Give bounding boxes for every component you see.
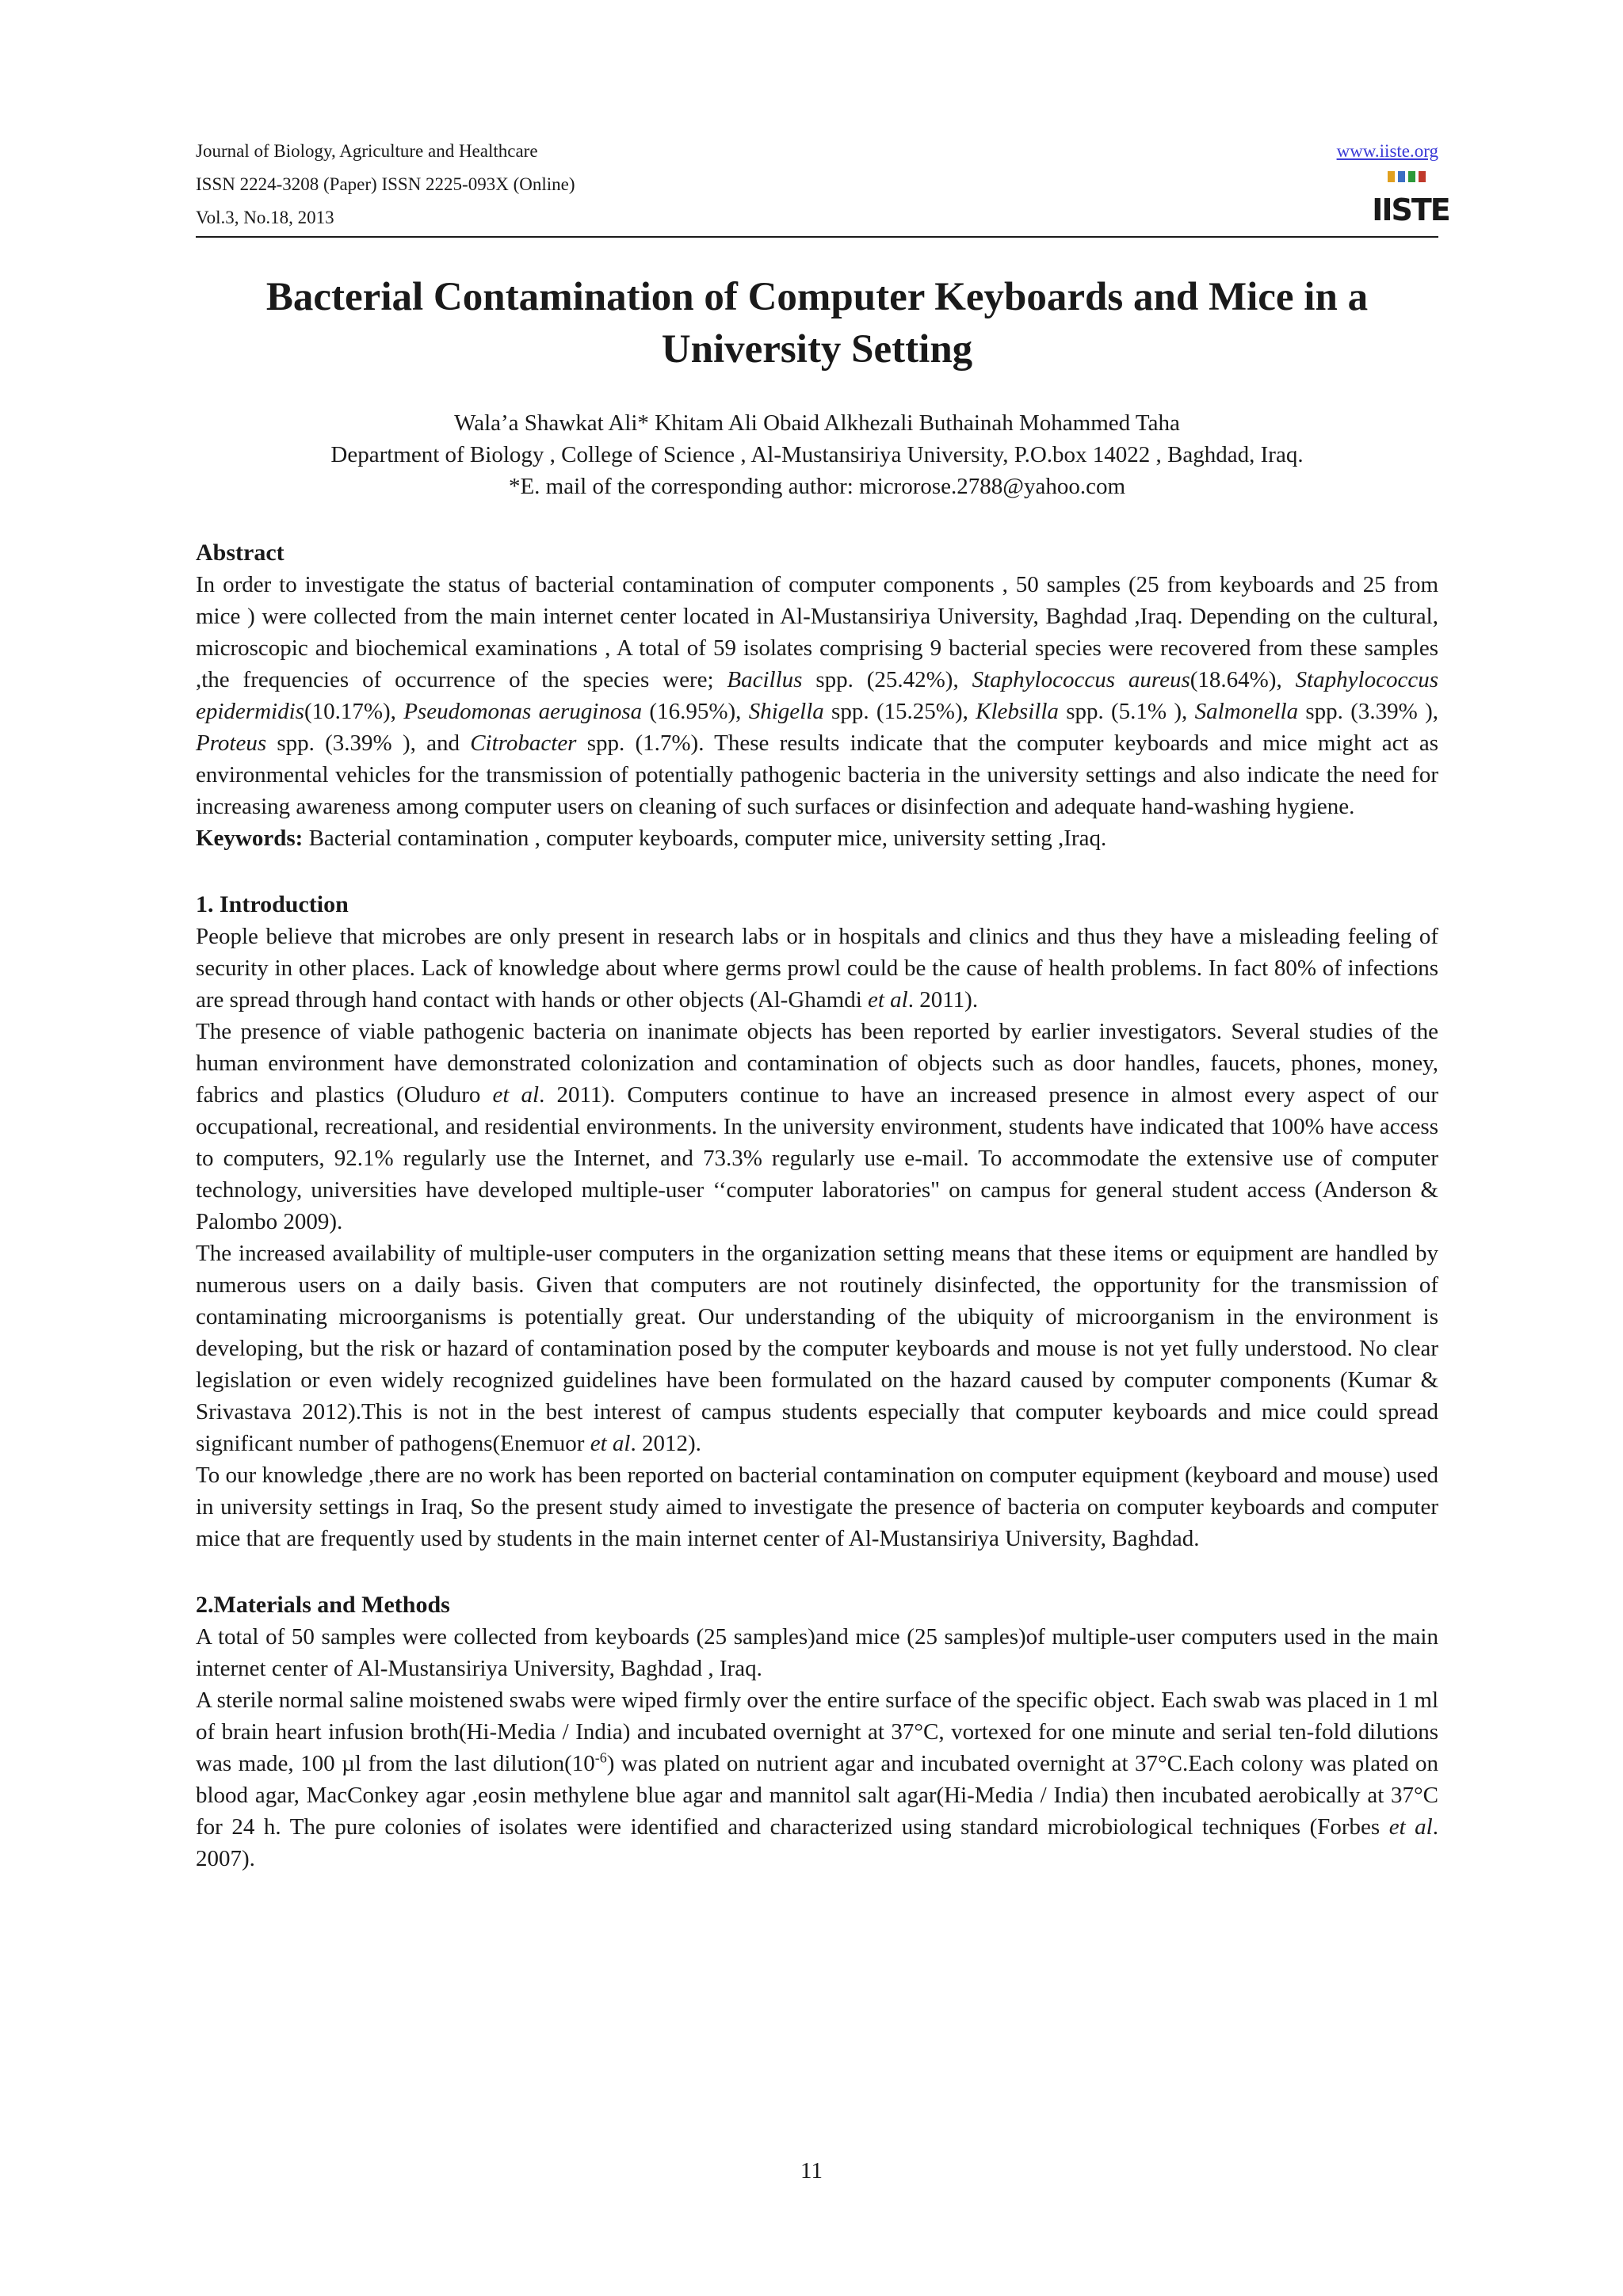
page-number: 11 (800, 2158, 823, 2183)
methods-paragraph-2: A sterile normal saline moistened swabs were wiped firmly over the entire surface of the specific object. Each swab was placed in 1 ml of brain heart infusion broth(Hi-Media / India) and incubated overnight at 37°C, vortexed for one minute and serial ten-fold dilutions was made, 100 µl from the last $dilution(10^{-6})$ was plated on nutrient agar and incubated overnight at 37°C.Each colony was plated on blood agar, MacConkey agar ,eosin methylene blue agar and mannitol salt agar(Hi-Media / India) then incubated aerobically at 37°C for 24 h. The pure colonies of isolates were identified and characterized using standard microbiological techniques (Forbes et al. 2007). (196, 1688, 1439, 1871)
introduction-section (196, 889, 1438, 1554)
methods-heading: 2.Materials and Methods (196, 1592, 450, 1618)
svg-text:IISTE: IISTE (1372, 193, 1449, 227)
abstract-text: In order to investigate the status of bacterial contamination of computer components , 50 samples (25 from keyboards and 25 from mice ) were collected from the main internet center located in Al-Mustansiriya University, Baghdad ,Iraq. Depending on the cultural, microscopic and biochemical examinations , A total of 59 isolates comprising 9 bacterial species were recovered from these samples ,the frequencies of occurrence of the species were; Bacillus spp. (25.42%), Staphylococcus aureus(18.64%), Staphylococcus epidermidis(10.17%), Pseudomonas aeruginosa (16.95%), Shigella spp. (15.25%), Klebsilla spp. (5.1% ), Salmonella spp. (3.39% ), Proteus spp. (3.39% ), and Citrobacter spp. (1.7%). These results indicate that the computer keyboards and mice might act as environmental vehicles for the transmission of potentially pathogenic bacteria in the university settings and also indicate the need for increasing awareness among computer users on cleaning of such surfaces or disinfection and adequate hand-washing hygiene. (196, 572, 1439, 819)
journal-header (196, 135, 1449, 238)
journal-website-block (1337, 135, 1438, 168)
author-list: Wala’a Shawkat Ali* Khitam Ali Obaid Alkhezali Buthainah Mohammed Taha (454, 410, 1180, 436)
methods-paragraph-1: A total of 50 samples were collected from keyboards (25 samples)and mice (25 samples)of multiple-user computers used in the main internet center of Al-Mustansiriya University, Baghdad , Iraq. (196, 1624, 1438, 1681)
abstract-heading: Abstract (196, 540, 285, 566)
journal-name: Journal of Biology, Agriculture and Healthcare (196, 141, 538, 161)
paper-title: Bacterial Contamination of Computer Keyboards and Mice in a University Setting (265, 275, 1369, 372)
abstract-section (196, 537, 1438, 854)
intro-paragraph-2: The presence of viable pathogenic bacteria on inanimate objects has been reported by earlier investigators. Several studies of the human environment have demonstrated colonization and contamination of objects such as door handles, faucets, phones, money, fabrics and plastics (Oluduro et al. 2011). Computers continue to have an increased presence in almost every aspect of our occupational, recreational, and residential environments. In the university environment, students have indicated that 100% have access to computers, 92.1% regularly use the Internet, and 73.3% regularly use e-mail. To accommodate the extensive use of computer technology, universities have developed multiple-user ‘‘computer laboratories" on campus for general student access (Anderson & Palombo 2009). (196, 1019, 1439, 1234)
author-affiliation: Department of Biology , College of Science , Al-Mustansiriya University, P.O.box 14022 , Baghdad, Iraq. (330, 442, 1304, 467)
keywords-label: Keywords: (196, 826, 304, 851)
intro-paragraph-3: The increased availability of multiple-user computers in the organization setting means that these items or equipment are handled by numerous users on a daily basis. Given that computers are not routinely disinfected, the opportunity for the transmission of contaminating microorganisms is potentially great. Our understanding of the ubiquity of microorganism in the environment is developing, but the risk or hazard of contamination posed by the computer keyboards and mouse is not yet fully understood. No clear legislation or even widely recognized guidelines have been formulated on the hazard caused by computer components (Kumar & Srivastava 2012).This is not in the best interest of campus students especially that computer keyboards and mice could spread significant number of pathogens(Enemuor et al. 2012). (196, 1241, 1438, 1456)
header-rule (196, 236, 1438, 238)
journal-issn: ISSN 2224-3208 (Paper) ISSN 2225-093X (Online) (196, 174, 575, 194)
corresponding-email: *E. mail of the corresponding author: microrose.2788@yahoo.com (508, 474, 1126, 499)
iiste-logo (1372, 168, 1449, 228)
keywords: Keywords: Bacterial contamination , computer keyboards, computer mice, university setting ,Iraq. (196, 826, 1107, 851)
journal-volume: Vol.3, No.18, 2013 (196, 208, 334, 227)
intro-paragraph-4: To our knowledge ,there are no work has been reported on bacterial contamination on computer equipment (keyboard and mouse) used in university settings in Iraq, So the present study aimed to investigate the presence of bacteria on computer keyboards and computer mice that are frequently used by students in the main internet center of Al-Mustansiriya University, Baghdad. (196, 1463, 1438, 1551)
page (196, 135, 1449, 1875)
introduction-heading: 1. Introduction (196, 891, 349, 917)
journal-website-link[interactable]: www.iiste.org (1336, 141, 1438, 161)
methods-section (196, 1589, 1438, 1875)
journal-info (196, 135, 575, 235)
intro-paragraph-1: People believe that microbes are only present in research labs or in hospitals and clinics and thus they have a misleading feeling of security in other places. Lack of knowledge about where germs prowl could be the cause of health problems. In fact 80% of infections are spread through hand contact with hands or other objects (Al-Ghamdi et al. 2011). (196, 924, 1438, 1013)
